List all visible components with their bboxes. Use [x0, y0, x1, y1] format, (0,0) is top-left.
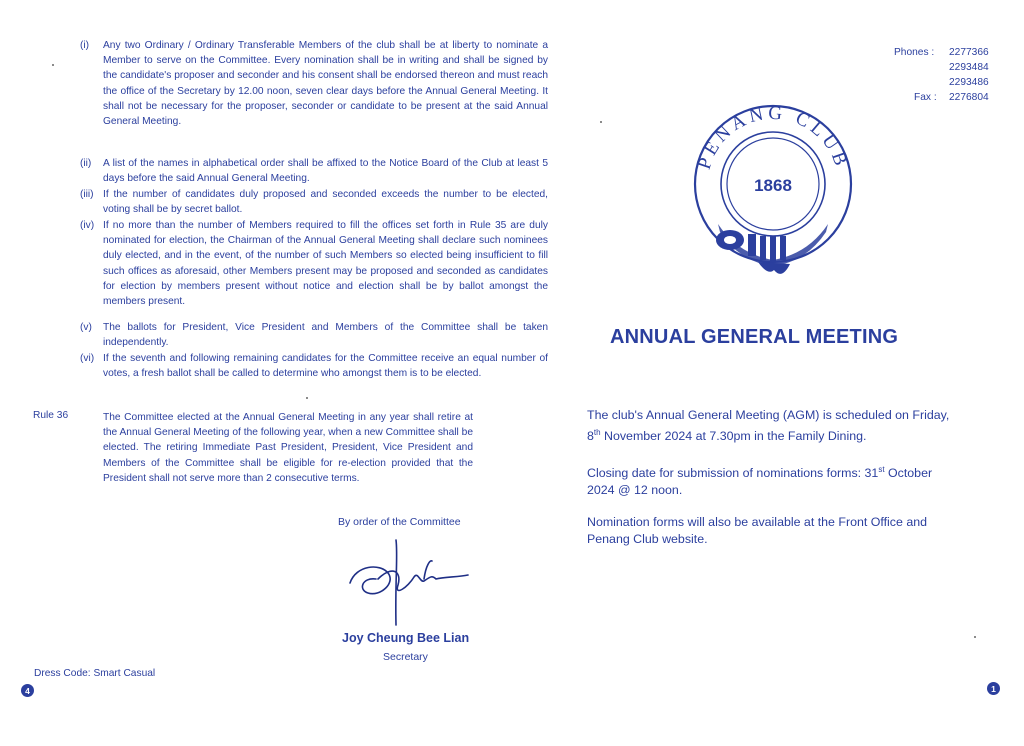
phone-number: 2293486 — [949, 77, 989, 88]
scan-speck — [974, 636, 976, 638]
ordinal-suffix: st — [878, 465, 885, 474]
right-page — [512, 0, 1024, 746]
ordinal-suffix: th — [593, 428, 601, 437]
scan-speck — [52, 64, 54, 66]
phone-number: 2277366 — [949, 47, 989, 58]
signatory-name: Joy Cheung Bee Lian — [342, 631, 470, 645]
phone-number: 2293484 — [949, 62, 989, 73]
penang-club-logo — [678, 104, 868, 284]
closing-date-paragraph — [587, 461, 962, 499]
dress-code: Dress Code: Smart Casual — [34, 668, 156, 679]
agm-schedule-text-end: November 2024 at 7.30pm in the Family Dining. — [600, 429, 867, 444]
scan-speck — [306, 397, 308, 399]
clause-number: (iv) — [80, 220, 95, 231]
closing-date-text: Closing date for submission of nominations forms: 31 — [587, 466, 879, 481]
page-number-badge: 1 — [987, 682, 1000, 695]
clause-number: (v) — [80, 322, 92, 333]
phones-label: Phones : — [894, 47, 935, 58]
clause-text: If the seventh and following remaining candidates for the Committee receive an equal number of votes, a fresh ballot shall be called to determine who amongst them is to be elected. — [103, 353, 548, 380]
clause-number: (ii) — [80, 158, 92, 169]
scan-speck — [600, 121, 602, 123]
agm-schedule-paragraph — [587, 407, 962, 445]
agm-schedule-text: The club's Annual General Meeting (AGM) is scheduled on Friday, 8 — [587, 408, 950, 444]
clause-text: A list of the names in alphabetical order shall be affixed to the Notice Board of the Club at least 5 days before the said Annual General Meeting. — [103, 158, 548, 185]
clause-number: (iii) — [80, 189, 94, 200]
rule-36-label: Rule 36 — [33, 410, 69, 421]
clause-number: (vi) — [80, 353, 95, 364]
signature-image — [340, 535, 480, 630]
clause-text: If no more than the number of Members required to fill the offices set forth in Rule 35 are duly nominated for election, the Chairman of the Annual General Meeting shall declare such nominees duly elected, and in the event, of the number of such Members so elected being insufficient to fill such offices as aforesaid, other Members present may be proposed and seconded as candidates for election by members present without notice and election shall be by ballot amongst the members present. — [103, 220, 548, 308]
logo-year: 1868 — [754, 176, 792, 195]
page-heading: ANNUAL GENERAL MEETING — [610, 326, 899, 348]
clause-number: (i) — [80, 40, 90, 51]
nomination-forms-paragraph: Nomination forms will also be available at the Front Office and Penang Club website. — [587, 515, 927, 546]
clause-text: Any two Ordinary / Ordinary Transferable Members of the club shall be at liberty to nominate a Member to serve on the Committee. Every nomination shall be in writing and shall be signed by the candidate's proposer and seconder and his consent shall be endorsed thereon and must reach the office of the Secretary by 12.00 noon, seven clear days before the Annual General Meeting. It shall not be necessary for the proposer, seconder or candidate to be present at the said Annual General Meeting. — [103, 40, 548, 128]
fax-label: Fax : — [914, 92, 937, 103]
signatory-title: Secretary — [383, 651, 428, 663]
logo-text: PENANG CLUB — [693, 104, 853, 172]
clause-text: The ballots for President, Vice President and Members of the Committee shall be taken independently. — [103, 322, 548, 349]
fax-number: 2276804 — [949, 92, 989, 103]
page-number-badge: 4 — [21, 684, 34, 697]
clause-text: If the number of candidates duly proposed and seconded exceeds the number to be elected, voting shall be by secret ballot. — [103, 189, 548, 216]
rule-36-text: The Committee elected at the Annual General Meeting in any year shall retire at the Annual General Meeting of the following year, when a new Committee shall be elected. The retiring Immediate Past President, President, Vice President and Members of the Committee shall be eligible for re-election provided that the President shall not serve more than 2 consecutive terms. — [103, 412, 473, 484]
closing-date-text-end: October 2024 @ 12 noon. — [587, 466, 933, 498]
by-order-line: By order of the Committee — [338, 516, 461, 528]
